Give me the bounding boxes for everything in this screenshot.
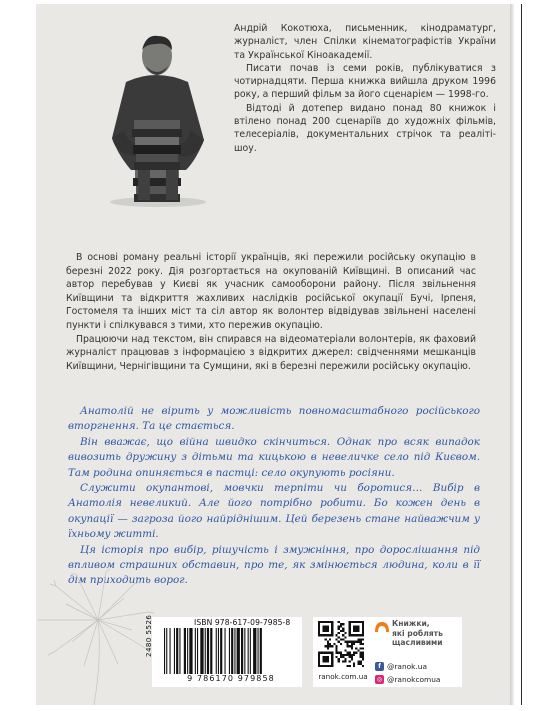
qr-module [344, 641, 346, 643]
qr-module [351, 656, 353, 658]
qr-module [351, 643, 353, 645]
barcode-bar [200, 628, 203, 674]
qr-module [353, 643, 355, 645]
qr-module [327, 647, 329, 649]
qr-module [349, 654, 351, 656]
qr-module [360, 639, 362, 641]
author-photo [86, 20, 226, 210]
qr-module [336, 634, 338, 636]
barcode-bar [260, 628, 262, 674]
qr-module [349, 645, 351, 647]
instagram-icon: ◎ [376, 676, 383, 683]
qr-module [329, 643, 331, 645]
author-bio [234, 22, 496, 155]
qr-module [360, 641, 362, 643]
slogan-line: які роблять [392, 628, 443, 638]
bio-paragraph: Писати почав із семи років, публікуватися з чотирнадцяти. Перша книжка вийшла друком 1996 року, а перший фільм за його сценарієм — 1998-го. [234, 62, 496, 101]
qr-module [353, 663, 355, 665]
bio-paragraph: Андрій Кокотюха, письменник, кінодраматург, журналіст, член Спілки кінематографістів України та Української Кіноакадемії. [234, 23, 496, 61]
qr-module [340, 654, 342, 656]
qr-module [344, 654, 346, 656]
qr-module [357, 649, 359, 651]
qr-module [338, 658, 340, 660]
qr-module [353, 625, 360, 632]
qr-module [342, 628, 344, 630]
qr-module [344, 636, 346, 638]
qr-module [327, 643, 329, 645]
cover-edge [510, 4, 514, 705]
ranok-logo-icon [374, 620, 390, 633]
qr-module [344, 632, 346, 634]
qr-module [360, 654, 362, 656]
qr-module [329, 645, 331, 647]
barcode-bar [244, 628, 245, 674]
qr-module [342, 639, 344, 641]
qr-module [340, 625, 342, 627]
barcode-bar [174, 628, 175, 674]
qr-module [333, 643, 335, 645]
qr-module [342, 654, 344, 656]
qr-module [340, 639, 342, 641]
barcode-bar [170, 628, 171, 674]
qr-module [351, 645, 353, 647]
instagram-link[interactable] [375, 674, 440, 685]
qr-module [327, 641, 329, 643]
qr-module [357, 639, 359, 641]
qr-module [331, 645, 333, 647]
qr-module [362, 658, 364, 660]
qr-module [325, 639, 327, 641]
qr-module [349, 641, 351, 643]
annotation-paragraph: Він вважає, що війна швидко скінчиться. Однак про всяк випадок вивозить дружину з дітьми та кицькою в невеличке село під Києвом. Там родина опиняється в пастці: село окупують росіяни. [68, 435, 480, 479]
qr-module [344, 649, 346, 651]
qr-module [349, 660, 351, 662]
qr-module [346, 643, 348, 645]
qr-module [346, 645, 348, 647]
barcode-bar [195, 628, 196, 674]
barcode-bar [220, 628, 222, 674]
qr-module [362, 639, 364, 641]
barcode-bar [189, 628, 192, 674]
qr-module [360, 656, 362, 658]
barcode-bar [210, 628, 212, 674]
qr-module [362, 652, 364, 654]
barcode-bar [205, 628, 206, 674]
isbn-number: ISBN 978-617-09-7985-8 [194, 618, 291, 627]
barcode-bar [197, 628, 198, 674]
qr-module [351, 641, 353, 643]
qr-module [340, 656, 342, 658]
book-description [66, 251, 476, 373]
barcode-bar [250, 628, 251, 674]
qr-module [336, 652, 338, 654]
annotation-paragraph: Анатолій не вірить у можливість повномасштабного російського вторгнення. Та це стається. [68, 405, 480, 433]
barcode-bar [241, 628, 243, 674]
barcode-bar [164, 628, 165, 674]
qr-module [351, 658, 353, 660]
qr-module [344, 660, 346, 662]
qr-module [338, 652, 340, 654]
qr-module [346, 654, 348, 656]
qr-module [360, 652, 362, 654]
qr-module [336, 656, 338, 658]
publisher-website[interactable]: ranok.com.ua [318, 672, 368, 681]
qr-module [353, 641, 355, 643]
qr-module [322, 625, 329, 632]
facebook-handle: @ranok.ua [387, 662, 428, 671]
description-paragraph: Працюючи над текстом, він спирався на відеоматеріали волонтерів, як фаховий журналіст працював з інформацією з відкритих джерел: свідченнями мешканців Київщини, Чернігівщини та Сумщини, які в березні пережили російську окупацію. [66, 333, 476, 372]
qr-module [338, 660, 340, 662]
qr-module [346, 641, 348, 643]
qr-module [322, 656, 329, 663]
qr-module [353, 652, 355, 654]
barcode-bar [184, 628, 186, 674]
barcode-bar [231, 628, 233, 674]
qr-module [342, 660, 344, 662]
qr-module [340, 630, 342, 632]
annotation-paragraph: Ця історія про вибір, рішучість і змужніння, про дорослішання під впливом страшних обставин, про те, як змінюється людина, коли в її дім приходить ворог. [68, 543, 480, 587]
qr-module [357, 641, 359, 643]
qr-module [342, 656, 344, 658]
barcode-bar [216, 628, 217, 674]
qr-module [342, 630, 344, 632]
barcode-bar [248, 628, 249, 674]
barcode-bar [218, 628, 219, 674]
qr-module [357, 663, 359, 665]
barcode-bar [229, 628, 230, 674]
qr-module [325, 645, 327, 647]
book-annotation [68, 404, 480, 589]
qr-module [327, 645, 329, 647]
slogan-line: Книжки, [392, 619, 430, 628]
bio-paragraph: Відтоді й дотепер видано понад 80 книжок і втілено понад 200 сценаріїв до художніх фільмів, телесеріалів, документальних стрічок та реаліті-шоу. [234, 102, 496, 154]
qr-module [362, 654, 364, 656]
instagram-handle: @ranokcomua [387, 675, 441, 684]
qr-module [357, 660, 359, 662]
qr-module [342, 623, 344, 625]
barcode-bars [164, 628, 298, 674]
qr-module [338, 641, 340, 643]
qr-module [355, 647, 357, 649]
publisher-panel [313, 617, 462, 687]
publisher-slogan [392, 619, 462, 648]
qr-module [336, 645, 338, 647]
qr-module [360, 663, 362, 665]
barcode-digits: 9 786170 979858 [187, 674, 275, 683]
qr-module [342, 634, 344, 636]
qr-module [360, 660, 362, 662]
annotation-paragraph: Служити окупантові, мовчки терпіти чи боротися… Вибір в Анатолія невеликий. Але його потрібно робити. Бо кожен день в окупації — загроза його найріднішим. Цей березень стане найважчим у їхньому житті. [68, 482, 480, 541]
qr-module [338, 625, 340, 627]
barcode-panel [145, 614, 302, 687]
qr-module [353, 665, 355, 667]
barcode-bar [253, 628, 256, 674]
qr-module [338, 628, 340, 630]
qr-code[interactable] [318, 621, 364, 667]
qr-module [338, 632, 340, 634]
barcode-bar [187, 628, 188, 674]
qr-module [355, 652, 357, 654]
page-border-line [521, 4, 522, 705]
barcode-side-code: 2480 5526 [145, 614, 153, 657]
barcode-bar [207, 628, 209, 674]
qr-module [362, 656, 364, 658]
qr-module [355, 641, 357, 643]
barcode-bar [225, 628, 226, 674]
qr-module [338, 621, 340, 623]
qr-module [362, 643, 364, 645]
qr-module [346, 665, 348, 667]
barcode-bar [166, 628, 167, 674]
facebook-link[interactable] [375, 661, 427, 672]
qr-module [346, 652, 348, 654]
qr-module [336, 647, 338, 649]
qr-module [336, 649, 338, 651]
qr-module [338, 636, 340, 638]
qr-module [349, 656, 351, 658]
qr-module [351, 654, 353, 656]
qr-module [351, 647, 353, 649]
barcode-bar [179, 628, 180, 674]
slogan-line: щасливими [392, 638, 443, 647]
qr-module [336, 639, 338, 641]
description-paragraph: В основі роману реальні історії українців, які пережили російську окупацію в березні 2022 року. Дія розгортається на окупованій Київщині. В описаний час автор перебував у Києві як учасник самооборони району. Після звільнення Київщини та відкриття жахливих наслідків російської окупації Бучі, Ірпеня, Гостомеля та інших міст та сіл автор як волонтер відвідував звільнені населені пункти і спілкувався з тими, хто пережив окупацію. [66, 252, 476, 331]
qr-module [360, 647, 362, 649]
qr-module [362, 647, 364, 649]
qr-module [344, 658, 346, 660]
barcode-bar [237, 628, 240, 674]
qr-module [360, 643, 362, 645]
qr-module [329, 639, 331, 641]
qr-module [349, 665, 351, 667]
qr-module [353, 654, 355, 656]
barcode-bar [258, 628, 259, 674]
qr-module [340, 652, 342, 654]
facebook-icon: f [375, 662, 384, 671]
qr-module [349, 652, 351, 654]
qr-module [340, 623, 342, 625]
qr-module [362, 665, 364, 667]
barcode-bar [176, 628, 178, 674]
qr-module [340, 643, 342, 645]
barcode-bar [234, 628, 235, 674]
